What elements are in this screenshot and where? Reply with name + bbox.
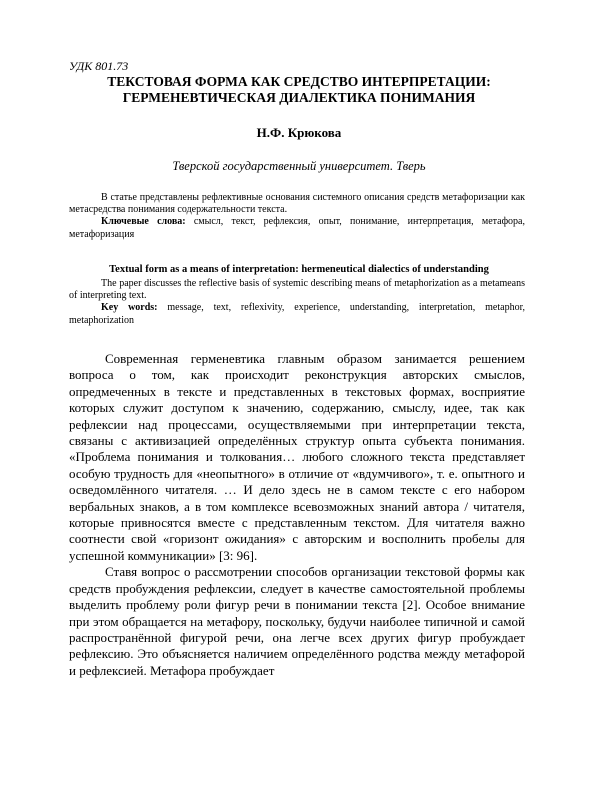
author-name: Н.Ф. Крюкова bbox=[256, 125, 342, 140]
main-text bbox=[69, 351, 525, 679]
keywords-ru-list: смысл, текст, рефлексия, опыт, понимание, интерпретация, метафора, метафоризация bbox=[69, 216, 525, 240]
body-paragraph-1: Современная герменевтика главным образом занимается решением вопроса о том, как происходит реконструкция авторских смыслов, опредмеченных в тексте и представленных в текстовых формах, восприятие которых служит доступом к значению, содержанию, смыслу, идее, так как рефлексии над процессами, осуществляемыми при интерпретации текста, связаны с активизацией определённых структур опыта субъекта понимания. «Проблема понимания и толкования… любого сложного текста представляет особую трудность для «неопытного» в отличие от «вдумчивого», т. е. опытного и осведомлённого читателя. … И дело здесь не в самом тексте с его набором вербальных знаков, а в том комплексе всевозможных знаний автора / читателя, которые привносятся вместе с представленным текстом. Для читателя важно соотнести свой «горизонт ожидания» с авторским и восполнить пробелы для успешной коммуникации» [3: 96]. bbox=[69, 351, 525, 563]
keywords-ru bbox=[69, 216, 525, 240]
english-title: Textual form as a means of interpretation: hermeneutical dialectics of understanding bbox=[109, 264, 489, 275]
keywords-en-label: Key words: bbox=[101, 302, 158, 314]
abstract-ru-text: В статье представлены рефлективные основания системного описания средств метафоризации как метасредства понимания содержательности текста. bbox=[69, 192, 525, 216]
abstract-ru bbox=[69, 192, 525, 241]
paper-title-line-2: ГЕРМЕНЕВТИЧЕСКАЯ ДИАЛЕКТИКА ПОНИМАНИЯ bbox=[122, 90, 476, 105]
author-affiliation: Тверской государственный университет. Тверь bbox=[172, 159, 426, 173]
body-paragraph-2: Ставя вопрос о рассмотрении способов организации текстовой формы как средств пробуждения рефлексии, следует в качестве самостоятельной проблемы выделить проблему роли фигур речи в понимании текста [2]. Особое внимание при этом обращается на метафору, поскольку, будучи наиболее типичной и самой распространённой фигурой речи, она легче всех других фигур пробуждает рефлексию. Это объясняется наличием определённого родства между метафорой и рефлексией. Метафора пробуждает bbox=[69, 564, 525, 678]
udc-code: УДК 801.73 bbox=[69, 59, 129, 73]
keywords-en-list: message, text, reflexivity, experience, understanding, interpretation, metaphor, metaphorization bbox=[69, 302, 525, 326]
keywords-ru-label: Ключевые слова: bbox=[101, 216, 186, 228]
abstract-en-text: The paper discusses the reflective basis of systemic describing means of metaphorization as a metameans of interpreting text. bbox=[69, 278, 525, 302]
paper-title-line-1: ТЕКСТОВАЯ ФОРМА КАК СРЕДСТВО ИНТЕРПРЕТАЦИИ: bbox=[107, 74, 491, 89]
abstract-en bbox=[69, 278, 525, 327]
keywords-en bbox=[69, 302, 525, 326]
